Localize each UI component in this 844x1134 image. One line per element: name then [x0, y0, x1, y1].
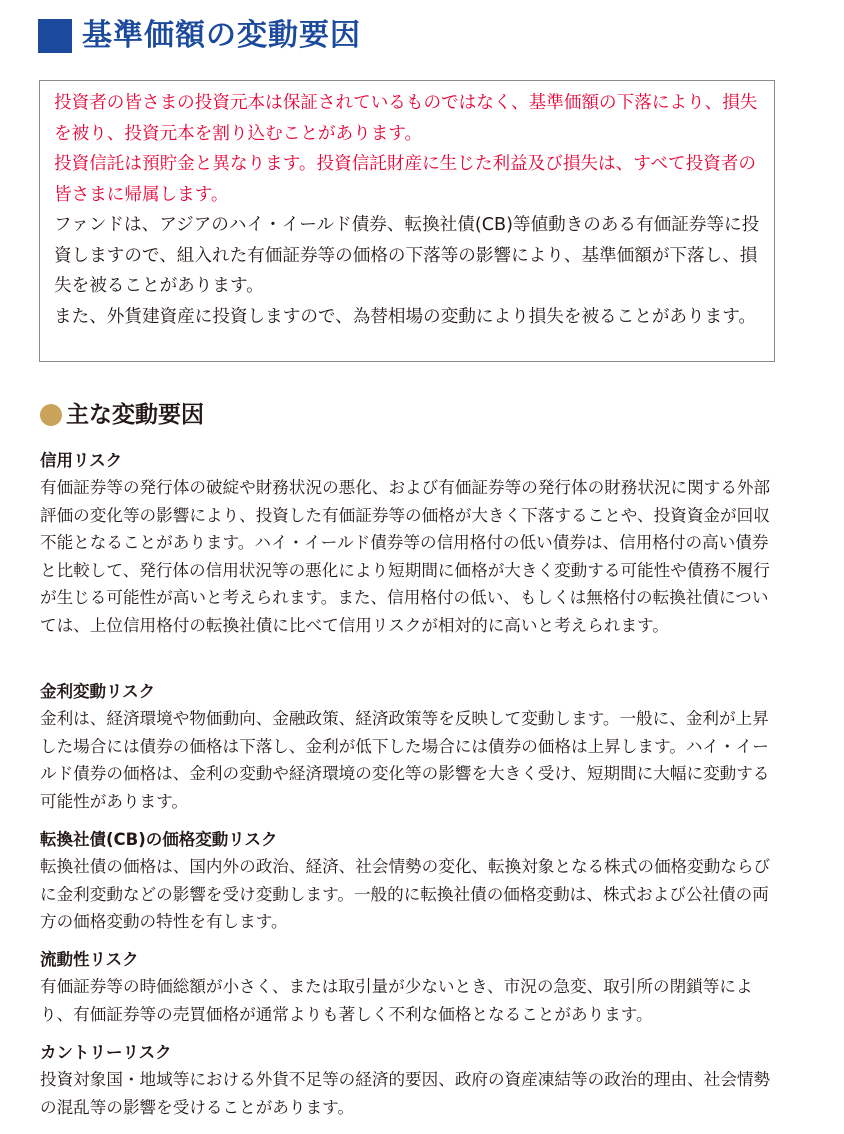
- risk-body: 投資対象国・地域等における外貨不足等の経済的要因、政府の資産凍結等の政治的理由、社会情勢の混乱等の影響を受けることがあります。: [40, 1070, 771, 1117]
- risk-heading: 転換社債(CB)の価格変動リスク: [40, 830, 278, 849]
- notice-paragraph: 投資者の皆さまの投資元本は保証されているものではなく、基準価額の下落により、損失を被り、投資元本を割り込むことがあります。: [54, 93, 758, 144]
- risk-item-country: [40, 1040, 784, 1121]
- risk-body: 転換社債の価格は、国内外の政治、経済、社会情勢の変化、転換対象となる株式の価格変動ならびに金利変動などの影響を受け変動します。一般的に転換社債の価格変動は、株式および公社債の両方の価格変動の特性を有します。: [40, 857, 771, 932]
- risk-heading: 流動性リスク: [40, 950, 139, 969]
- risk-body: 有価証券等の発行体の破綻や財務状況の悪化、および有価証券等の発行体の財務状況に関する外部評価の変化等の影響により、投資した有価証券等の価格が大きく下落することや、投資資金が回収不能となることがあります。ハイ・イールド債券等の信用格付の低い債券は、信用格付の高い債券と比較して、発行体の信用状況等の悪化により短期間に価格が大きく変動する可能性や債務不履行が生じる可能性が高いと考えられます。また、信用格付の低い、もしくは無格付の転換社債については、上位信用格付の転換社債に比べて信用リスクが相対的に高いと考えられます。: [40, 478, 771, 635]
- page-title: 基準価額の変動要因: [82, 18, 361, 53]
- section-title: 主な変動要因: [66, 402, 204, 428]
- risk-body: 有価証券等の時価総額が小さく、または取引量が少ないとき、市況の急変、取引所の閉鎖等により、有価証券等の売買価格が通常よりも著しく不利な価格となることがあります。: [40, 977, 753, 1024]
- circle-bullet-icon: [40, 404, 62, 426]
- square-bullet-icon: [38, 19, 72, 53]
- risk-heading: 信用リスク: [40, 451, 123, 470]
- risk-heading: カントリーリスク: [40, 1043, 172, 1062]
- notice-box: [39, 80, 775, 362]
- section-heading: [40, 398, 204, 432]
- page-title-row: [38, 14, 361, 58]
- risk-body: 金利は、経済環境や物価動向、金融政策、経済政策等を反映して変動します。一般に、金利が上昇した場合には債券の価格は下落し、金利が低下した場合には債券の価格は上昇します。ハイ・イールド債券の価格は、金利の変動や経済環境の変化等の影響を大きく受け、短期間に大幅に変動する可能性があります。: [40, 709, 770, 811]
- risk-item-convertible-bond: [40, 827, 784, 936]
- notice-paragraph: 投資信託は預貯金と異なります。投資信託財産に生じた利益及び損失は、すべて投資者の皆さまに帰属します。: [54, 154, 756, 205]
- notice-paragraph: ファンドは、アジアのハイ・イールド債券、転換社債(CB)等値動きのある有価証券等に投資しますので、組入れた有価証券等の価格の下落等の影響により、基準価額が下落し、損失を被ることがあります。: [54, 215, 760, 296]
- risk-heading: 金利変動リスク: [40, 682, 156, 701]
- notice-paragraph: また、外貨建資産に投資しますので、為替相場の変動により損失を被ることがあります。: [54, 306, 756, 327]
- risk-item-credit: [40, 448, 784, 640]
- risk-item-interest-rate: [40, 679, 784, 815]
- risk-item-liquidity: [40, 947, 784, 1028]
